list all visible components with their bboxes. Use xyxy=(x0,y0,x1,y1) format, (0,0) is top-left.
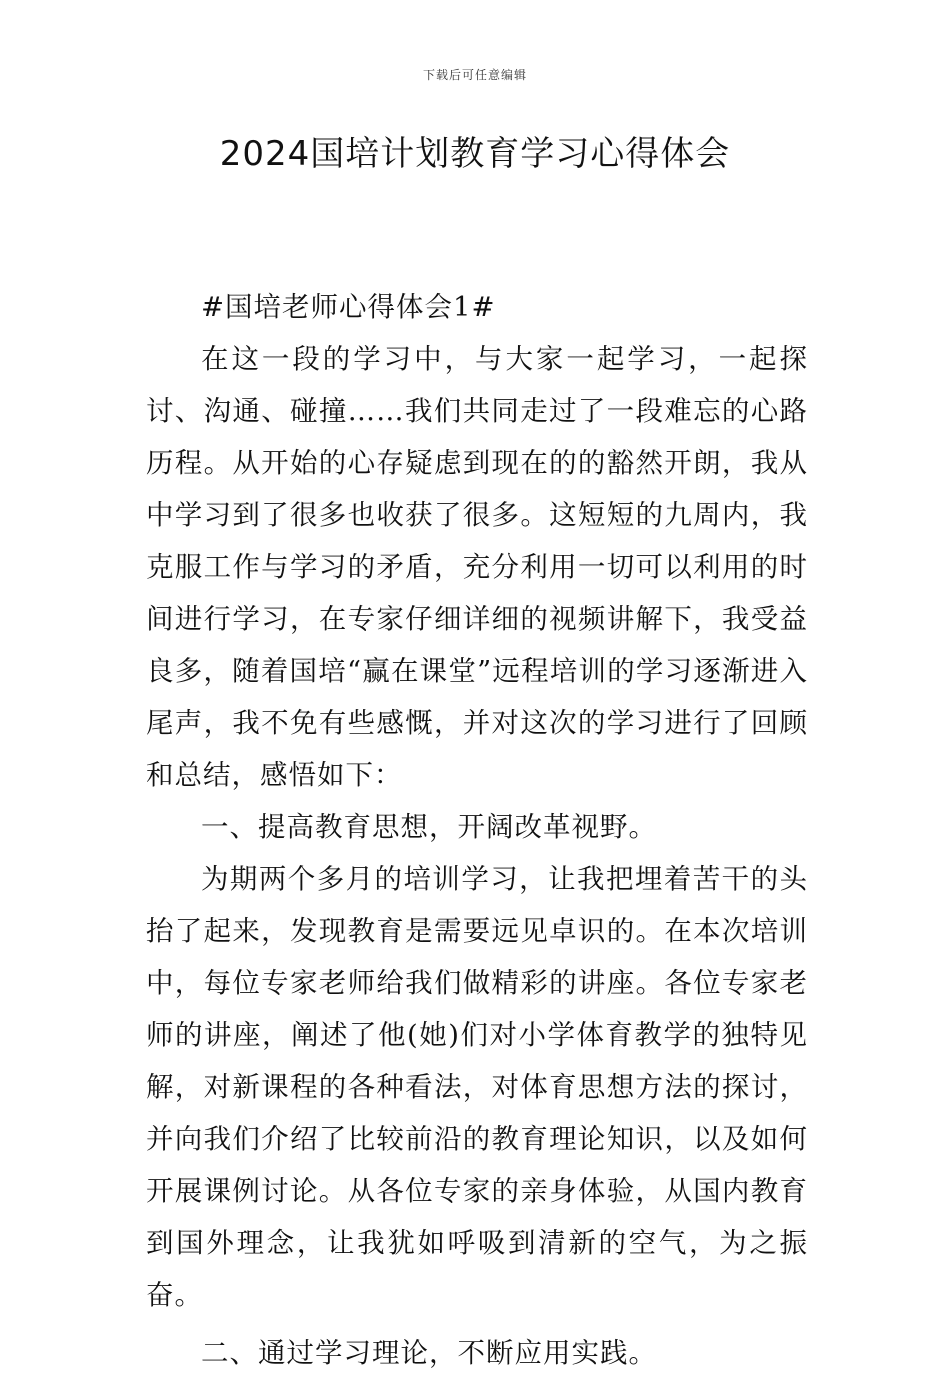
paragraph-intro: 在这一段的学习中，与大家一起学习，一起探讨、沟通、碰撞……我们共同走过了一段难忘的心路历程。从开始的心存疑虑到现在的的豁然开朗，我从中学习到了很多也收获了很多。这短短的九周内，我克服工作与学习的矛盾，充分利用一切可以利用的时间进行学习，在专家仔细详细的视频讲解下，我受益良多，随着国培“赢在课堂”远程培训的学习逐渐进入尾声，我不免有些感慨，并对这次的学习进行了回顾和总结，感悟如下： xyxy=(146,343,808,791)
section-heading-2: 二、通过学习理论，不断应用实践。 xyxy=(201,1337,657,1369)
document-body xyxy=(146,281,808,1379)
header-note: 下载后可任意编辑 xyxy=(422,68,527,82)
paragraph-section-1: 为期两个多月的培训学习，让我把埋着苦干的头抬了起来，发现教育是需要远见卓识的。在本次培训中，每位专家老师给我们做精彩的讲座。各位专家老师的讲座，阐述了他(她)们对小学体育教学的独特见解，对新课程的各种看法，对体育思想方法的探讨，并向我们介绍了比较前沿的教育理论知识，以及如何开展课例讨论。从各位专家的亲身体验，从国内教育到国外理念，让我犹如呼吸到清新的空气，为之振奋。 xyxy=(146,863,808,1311)
section-heading-1: 一、提高教育思想，开阔改革视野。 xyxy=(201,811,657,843)
section-heading: #国培老师心得体会1# xyxy=(201,291,496,323)
document-title: 2024国培计划教育学习心得体会 xyxy=(219,134,731,174)
